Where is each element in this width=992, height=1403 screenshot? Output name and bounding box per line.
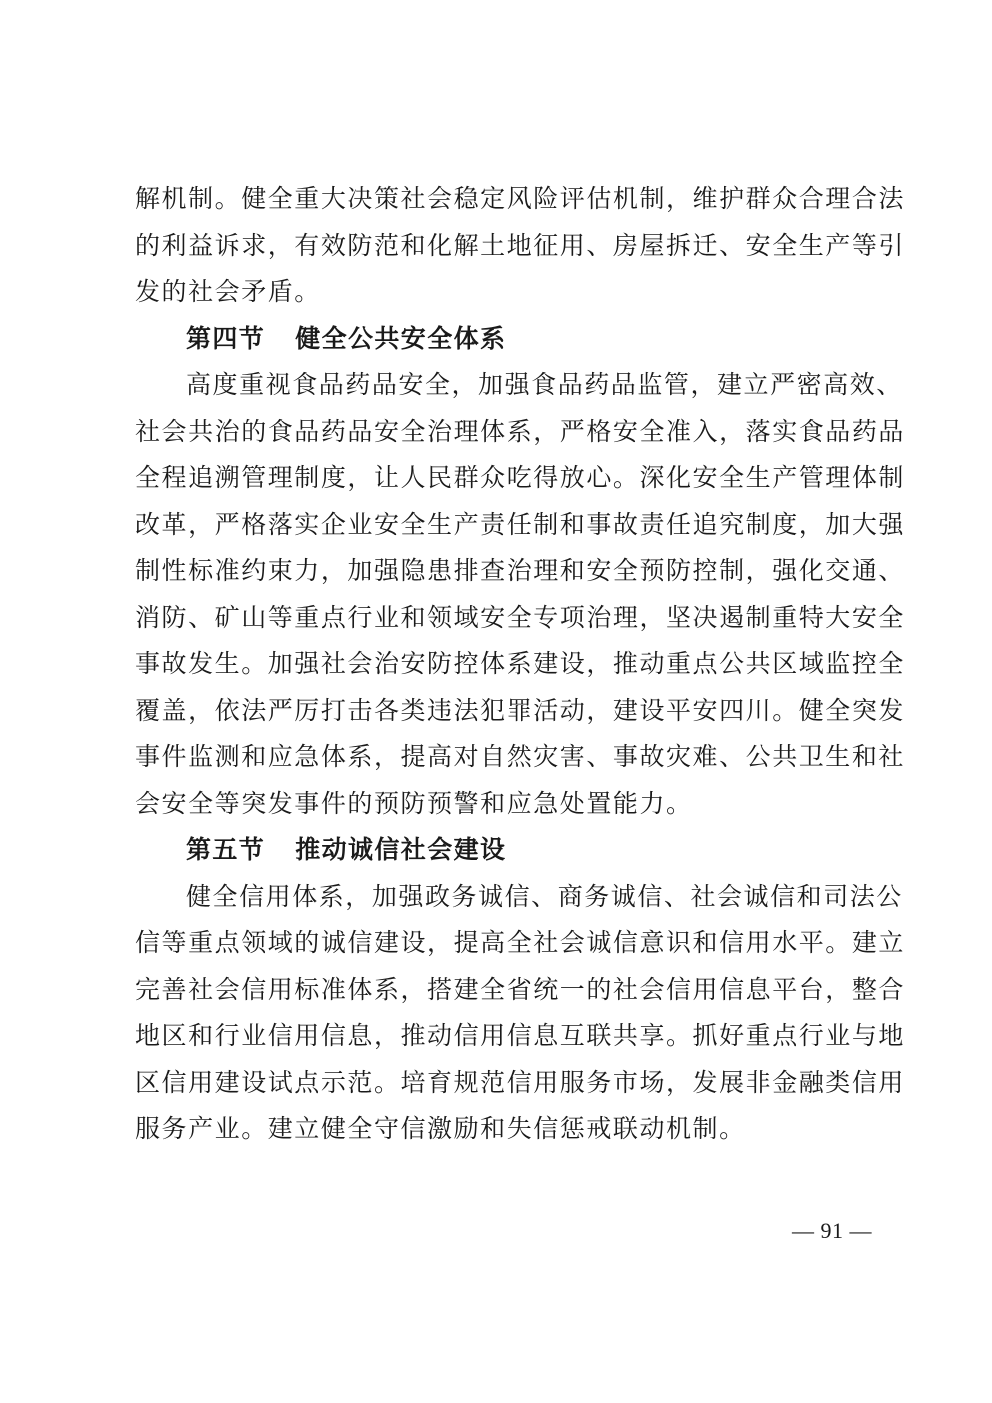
text-line: 的利益诉求，有效防范和化解土地征用、房屋拆迁、安全生产等引 (135, 230, 905, 260)
text-line: 消防、矿山等重点行业和领域安全专项治理，坚决遏制重特大安全 (135, 602, 905, 632)
paragraph-2 (135, 362, 905, 827)
text-line: 改革，严格落实企业安全生产责任制和事故责任追究制度，加大强 (135, 509, 905, 539)
section-title: 健全公共安全体系 (295, 323, 507, 353)
text-line: 地区和行业信用信息，推动信用信息互联共享。抓好重点行业与地 (135, 1021, 905, 1050)
text-line: 完善社会信用标准体系，搭建全省统一的社会信用信息平台，整合 (135, 974, 905, 1004)
text-line: 全程追溯管理制度，让人民群众吃得放心。深化安全生产管理体制 (135, 463, 905, 492)
paragraph-3 (135, 874, 905, 1153)
text-line: 信等重点领域的诚信建设，提高全社会诚信意识和信用水平。建立 (135, 928, 905, 957)
text-line: 事故发生。加强社会治安防控体系建设，推动重点公共区域监控全 (135, 649, 905, 678)
section-title: 推动诚信社会建设 (295, 835, 507, 864)
page-body (135, 176, 905, 1153)
paragraph-1 (135, 176, 905, 316)
text-line: 区信用建设试点示范。培育规范信用服务市场，发展非金融类信用 (135, 1067, 905, 1097)
section-heading-5 (135, 827, 869, 874)
text-line: 解机制。健全重大决策社会稳定风险评估机制，维护群众合理合法 (135, 184, 905, 213)
text-line: 高度重视食品药品安全，加强食品药品监管，建立严密高效、 (186, 370, 903, 399)
section-heading-4 (135, 316, 869, 363)
page-number: — 91 — (792, 1218, 872, 1243)
section-number: 第四节 (186, 323, 266, 353)
text-line: 社会共治的食品药品安全治理体系，严格安全准入，落实食品药品 (135, 416, 905, 446)
text-line: 会安全等突发事件的预防预警和应急处置能力。 (135, 788, 693, 818)
text-line: 服务产业。建立健全守信激励和失信惩戒联动机制。 (135, 1114, 746, 1143)
text-line: 事件监测和应急体系，提高对自然灾害、事故灾难、公共卫生和社 (135, 742, 905, 771)
text-line: 健全信用体系，加强政务诚信、商务诚信、社会诚信和司法公 (186, 881, 903, 911)
text-line: 覆盖，依法严厉打击各类违法犯罪活动，建设平安四川。健全突发 (135, 695, 905, 725)
section-number: 第五节 (186, 835, 266, 864)
text-line: 制性标准约束力，加强隐患排查治理和安全预防控制，强化交通、 (135, 556, 905, 585)
text-line: 发的社会矛盾。 (135, 277, 321, 306)
